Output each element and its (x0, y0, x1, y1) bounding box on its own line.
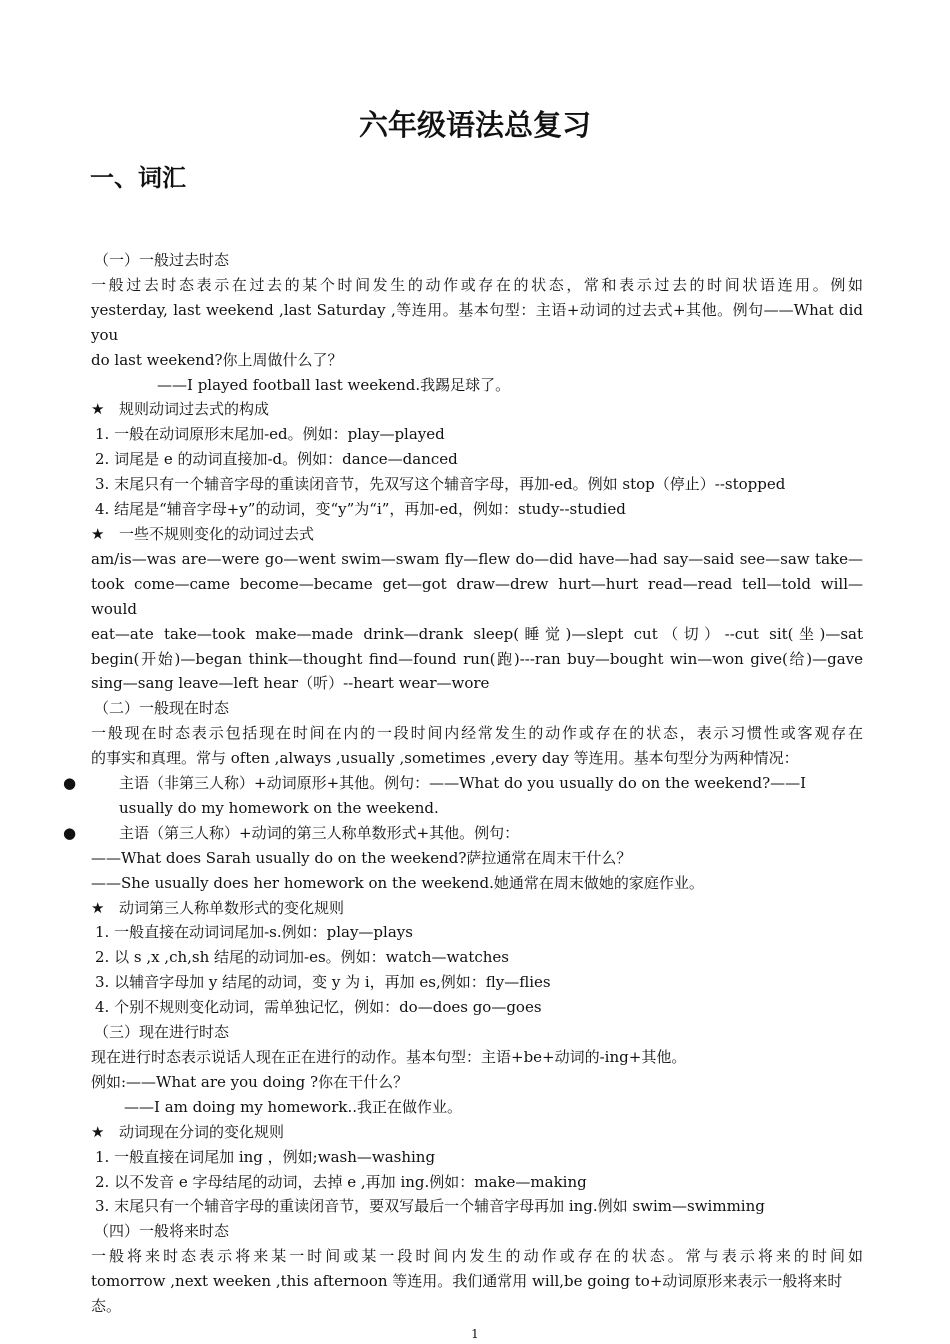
rule-item: 1. 一般在动词原形末尾加-ed。例如：play—played (95, 425, 445, 444)
paragraph-line: 一般将来时态表示将来某一时间或某一段时间内发生的动作或存在的状态。常与表示将来的时间如 (91, 1247, 863, 1266)
irregular-verbs-line: begin(开始)—began think—thought find—found run(跑)---ran buy—bought win—won give(给)—gave (91, 649, 863, 668)
paragraph-line: 现在进行时态表示说话人现在正在进行的动作。基本句型：主语+be+动词的-ing+其他。 (91, 1048, 687, 1066)
rule-item: 3. 以辅音字母加 y 结尾的动词，变 y 为 i，再加 es,例如：fly—flies (95, 973, 551, 992)
star-heading: ★ 规则动词过去式的构成 (91, 397, 863, 422)
star-icon: ★ (91, 1122, 105, 1141)
subsection-heading-future-tense: （四）一般将来时态 (94, 1222, 230, 1241)
document-title: 六年级语法总复习 (358, 108, 591, 142)
bullet-item: ● 主语（非第三人称）+动词原形+其他。例句：——What do you usually do on the weekend?——I usually do my homework on the weekend. (91, 771, 863, 821)
star-heading: ★ 一些不规则变化的动词过去式 (91, 522, 863, 547)
bullet-icon: ● (63, 774, 77, 793)
paragraph-line: do last weekend?你上周做什么了？ (91, 350, 343, 369)
paragraph-line: 一般过去时态表示在过去的某个时间发生的动作或存在的状态，常和表示过去的时间状语连用。例如 (91, 275, 863, 294)
example-line: ——She usually does her homework on the weekend.她通常在周末做她的家庭作业。 (91, 873, 704, 892)
paragraph-line: tomorrow ,next weeken ,this afternoon 等连用。我们通常用 will,be going to+动词原形来表示一般将来时态。 (91, 1272, 843, 1316)
subsection-heading-present-tense: （二）一般现在时态 (94, 699, 230, 718)
rule-item: 2. 词尾是 e 的动词直接加-d。例如：dance—danced (95, 450, 458, 469)
paragraph-line: yesterday, last weekend ,last Saturday ,等连用。基本句型：主语+动词的过去式+其他。例句——What did you (91, 300, 863, 344)
paragraph-line: 一般现在时态表示包括现在时间在内的一段时间内经常发生的动作或存在的状态，表示习惯性或客观存在 (91, 724, 863, 743)
star-icon: ★ (91, 898, 105, 917)
rule-item: 1. 一般直接在词尾加 ing ，例如;wash—washing (95, 1147, 436, 1166)
section-heading-vocabulary: 一、词汇 (90, 164, 186, 192)
rule-item: 1. 一般直接在动词词尾加-s.例如：play—plays (95, 923, 413, 942)
rule-item: 4. 结尾是“辅音字母+y”的动词，变“y”为“i”，再加-ed，例如：study--studied (95, 500, 626, 519)
rule-item: 4. 个别不规则变化动词，需单独记忆，例如：do—does go—goes (95, 998, 542, 1017)
rule-item: 2. 以 s ,x ,ch,sh 结尾的动词加-es。例如：watch—watches (95, 948, 509, 967)
star-icon: ★ (91, 400, 105, 419)
star-icon: ★ (91, 524, 105, 543)
paragraph-line: 的事实和真理。常与 often ,always ,usually ,sometimes ,every day 等连用。基本句型分为两种情况： (91, 749, 799, 768)
example-answer: ——I played football last weekend.我踢足球了。 (157, 375, 511, 394)
star-heading: ★ 动词现在分词的变化规则 (91, 1120, 863, 1145)
irregular-verbs-line: took come—came become—became get—got draw—drew hurt—hurt read—read tell—told will—would (91, 574, 863, 618)
subsection-heading-past-tense: （一）一般过去时态 (94, 251, 230, 269)
rule-item: 3. 末尾只有一个辅音字母的重读闭音节，要双写最后一个辅音字母再加 ing.例如 swim—swimming (95, 1197, 765, 1216)
irregular-verbs-line: eat—ate take—took make—made drink—drank sleep(睡觉)—slept cut（切）--cut sit(坐)—sat (91, 624, 863, 643)
star-heading: ★ 动词第三人称单数形式的变化规则 (91, 896, 863, 921)
example-line: ——What does Sarah usually do on the weekend?萨拉通常在周末干什么？ (91, 848, 632, 867)
subsection-heading-present-continuous: （三）现在进行时态 (94, 1023, 230, 1042)
document-body (63, 248, 863, 1319)
example-line: 例如:——What are you doing ?你在干什么？ (91, 1072, 409, 1091)
bullet-item: ● 主语（第三人称）+动词的第三人称单数形式+其他。例句： (91, 821, 863, 846)
rule-item: 2. 以不发音 e 字母结尾的动词，去掉 e ,再加 ing.例如：make—making (95, 1172, 587, 1191)
bullet-icon: ● (63, 823, 77, 842)
irregular-verbs-line: sing—sang leave—left hear（听）--heart wear—wore (91, 674, 490, 693)
page-number: 1 (471, 1327, 479, 1341)
example-answer: ——I am doing my homework..我正在做作业。 (124, 1097, 463, 1116)
rule-item: 3. 末尾只有一个辅音字母的重读闭音节，先双写这个辅音字母，再加-ed。例如 stop（停止）--stopped (95, 475, 786, 494)
irregular-verbs-line: am/is—was are—were go—went swim—swam fly—flew do—did have—had say—said see—saw take— (91, 549, 863, 568)
